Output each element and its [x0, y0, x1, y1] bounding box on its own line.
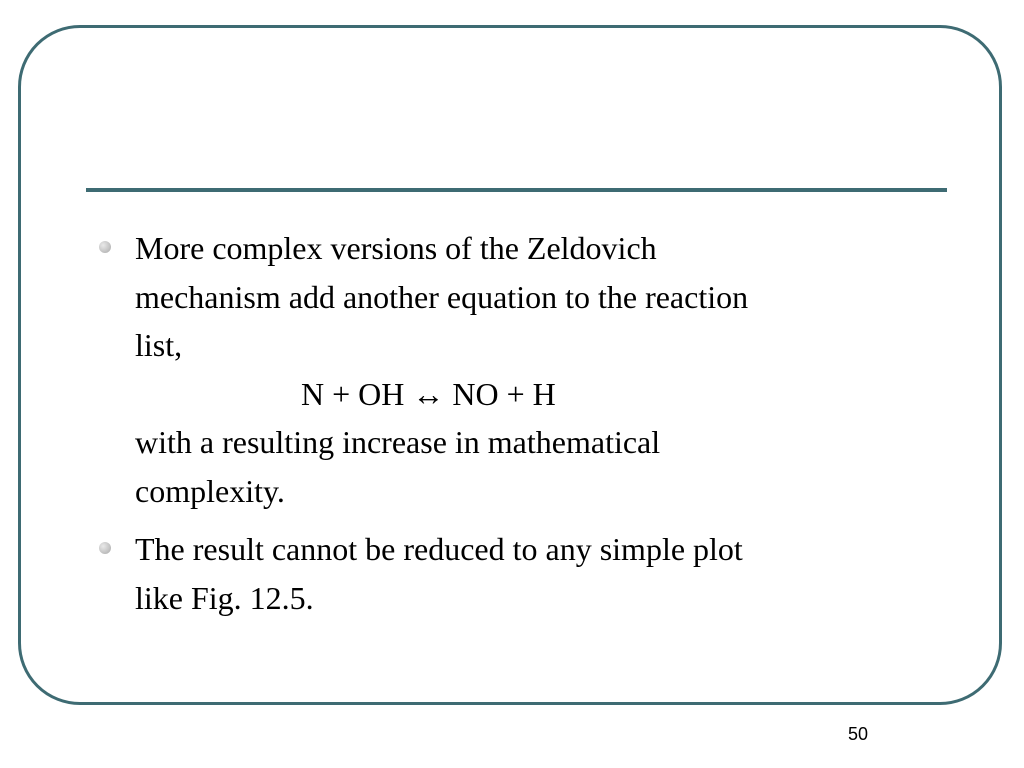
- title-divider: [86, 188, 947, 192]
- bullet-text-line: like Fig. 12.5.: [135, 579, 314, 616]
- bullet-icon: [99, 241, 111, 253]
- bullet-text-line: More complex versions of the Zeldovich: [135, 230, 657, 266]
- slide-content: [96, 224, 916, 632]
- bullet-text-line: with a resulting increase in mathematical: [135, 424, 661, 460]
- bullet-text-line: complexity.: [135, 472, 285, 509]
- bullet-item: [96, 525, 916, 622]
- reaction-equation: N + OH ↔ NO + H: [301, 375, 556, 412]
- bullet-text-line: mechanism add another equation to the reaction: [135, 278, 749, 315]
- bullet-text-line: list,: [135, 327, 183, 363]
- bullet-text-line: The result cannot be reduced to any simple plot: [135, 531, 743, 567]
- page-number: 50: [847, 724, 868, 744]
- bullet-item: [96, 224, 916, 515]
- bullet-icon: [99, 542, 111, 554]
